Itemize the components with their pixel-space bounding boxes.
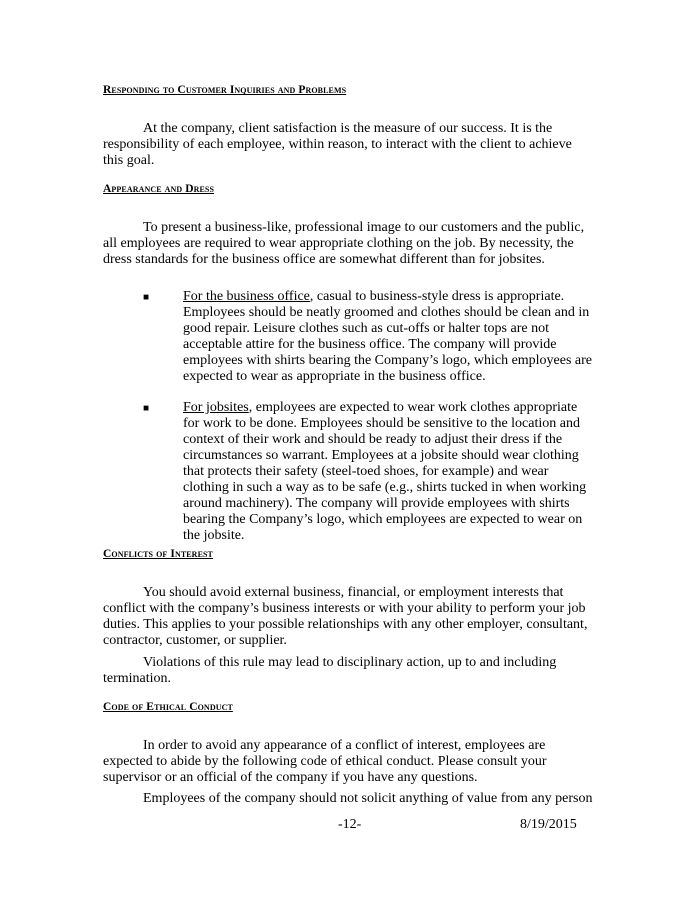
heading-conflicts-of-interest: Conflicts of Interest: [103, 548, 213, 560]
bullet-business-office: [183, 289, 595, 385]
paragraph-text: In order to avoid any appearance of a conflict of interest, employees are expected to abide by the following code of ethical conduct. Please consult your supervisor or an official of the company if you have any questions.: [103, 738, 547, 785]
paragraph-ethics-solicit: [103, 791, 593, 807]
heading-customer-inquiries: Responding to Customer Inquiries and Problems: [103, 84, 347, 96]
bullet-lead: For jobsites: [183, 400, 249, 415]
bullet-lead: For the business office: [183, 289, 310, 304]
bullet-body: , employees are expected to wear work clothes appropriate for work to be done. Employees should be sensitive to the location and context of their work and should be ready to adjust their dress if the circumstances so warrant. Employees at a jobsite should wear clothing that protects their safety (steel-toed shoes, for example) and wear clothing in such a way as to be safe (e.g., shirts tucked in when working around machinery). The company will provide employees with shirts bearing the Company’s logo, which employees are expected to wear on the jobsite.: [183, 400, 587, 543]
paragraph-customer-satisfaction: [103, 121, 593, 169]
paragraph-text: To present a business-like, professional image to our customers and the public, all employees are required to wear appropriate clothing on the job. By necessity, the dress standards for the business office are somewhat different than for jobsites.: [103, 220, 585, 267]
footer-date: 8/19/2015: [520, 817, 577, 832]
bullet-marker: ■: [143, 403, 150, 414]
paragraph-ethics-intro: [103, 738, 593, 786]
page-number: -12-: [338, 817, 362, 832]
heading-appearance-dress: Appearance and Dress: [103, 183, 215, 195]
bullet-marker: ■: [143, 292, 150, 303]
heading-code-of-ethical-conduct: Code of Ethical Conduct: [103, 701, 233, 713]
paragraph-appearance-intro: [103, 220, 593, 268]
paragraph-text: At the company, client satisfaction is the measure of our success. It is the responsibility of each employee, within reason, to interact with the client to achieve this goal.: [103, 121, 572, 168]
paragraph-conflicts: [103, 585, 593, 649]
paragraph-violations: [103, 655, 593, 687]
paragraph-text: You should avoid external business, financial, or employment interests that conflict with the company’s business interests or with your ability to perform your job duties. This applies to your possible relationships with any other employer, consultant, contractor, customer, or supplier.: [103, 585, 588, 648]
bullet-body: , casual to business-style dress is appropriate. Employees should be neatly groomed and clothes should be clean and in good repair. Leisure clothes such as cut-offs or halter tops are not acceptable attire for the business office. The company will provide employees with shirts bearing the Company’s logo, which employees are expected to wear as appropriate in the business office.: [183, 289, 593, 384]
bullet-jobsites: [183, 400, 595, 544]
paragraph-text: Employees of the company should not solicit anything of value from any person: [143, 791, 593, 806]
paragraph-text: Violations of this rule may lead to disciplinary action, up to and including termination.: [103, 655, 557, 686]
